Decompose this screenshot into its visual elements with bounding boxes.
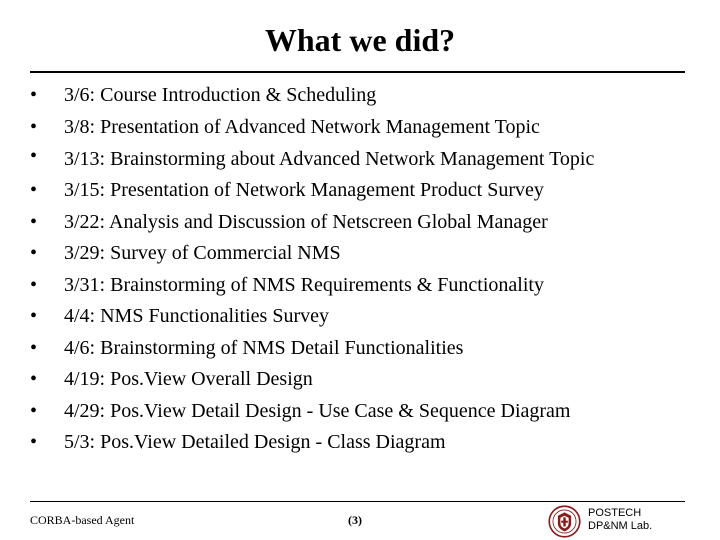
bullet-icon: • [30, 179, 38, 201]
list-item-text: 4/19: Pos.View Overall Design [64, 368, 313, 390]
title-divider [30, 71, 685, 73]
list-item [30, 238, 690, 270]
list-item [30, 175, 690, 207]
lab-name-line1: POSTECH [588, 507, 642, 519]
bullet-icon: • [30, 242, 38, 264]
list-item [30, 333, 690, 365]
bullet-icon: • [30, 336, 38, 359]
list-item [30, 207, 690, 239]
list-item [30, 364, 690, 396]
university-seal-icon [548, 505, 581, 538]
list-item [30, 396, 690, 428]
list-item-text: 5/3: Pos.View Detailed Design - Class Diagram [64, 431, 446, 453]
list-item [30, 427, 690, 459]
list-item-text: 3/22: Analysis and Discussion of Netscreen Global Manager [64, 210, 548, 233]
bullet-icon: • [30, 210, 38, 233]
list-item [30, 143, 690, 175]
list-item-text: 4/6: Brainstorming of NMS Detail Functionalities [64, 336, 464, 359]
list-item [30, 270, 690, 302]
list-item-text: 3/15: Presentation of Network Management Product Survey [64, 179, 544, 201]
lab-name [588, 507, 652, 533]
bullet-icon: • [30, 399, 38, 422]
bullet-icon: • [30, 368, 38, 390]
list-item-text: 4/29: Pos.View Detail Design - Use Case & Sequence Diagram [64, 399, 571, 422]
list-item-text: 3/31: Brainstorming of NMS Requirements & Functionality [64, 273, 544, 296]
list-item-text: 4/4: NMS Functionalities Survey [64, 305, 329, 327]
bullet-icon: • [30, 305, 38, 327]
list-item [30, 301, 690, 333]
footer-course-name: CORBA-based Agent [30, 513, 135, 527]
list-item-text: 3/29: Survey of Commercial NMS [64, 242, 341, 264]
page-number: (3) [348, 513, 362, 527]
list-item [30, 80, 690, 112]
bullet-icon: • [30, 115, 38, 138]
bullet-icon: • [30, 145, 38, 167]
list-item-text: 3/13: Brainstorming about Advanced Network Management Topic [64, 148, 595, 170]
footer-divider [30, 501, 685, 502]
list-item-text: 3/8: Presentation of Advanced Network Management Topic [64, 115, 540, 138]
lab-name-line2: DP&NM Lab. [588, 520, 653, 532]
list-item-text: 3/6: Course Introduction & Scheduling [64, 84, 377, 106]
bullet-icon: • [30, 273, 38, 296]
list-item [30, 112, 690, 144]
bullet-list [30, 80, 690, 459]
bullet-icon: • [30, 84, 38, 106]
bullet-icon: • [30, 431, 38, 453]
slide-title: What we did? [264, 22, 456, 58]
